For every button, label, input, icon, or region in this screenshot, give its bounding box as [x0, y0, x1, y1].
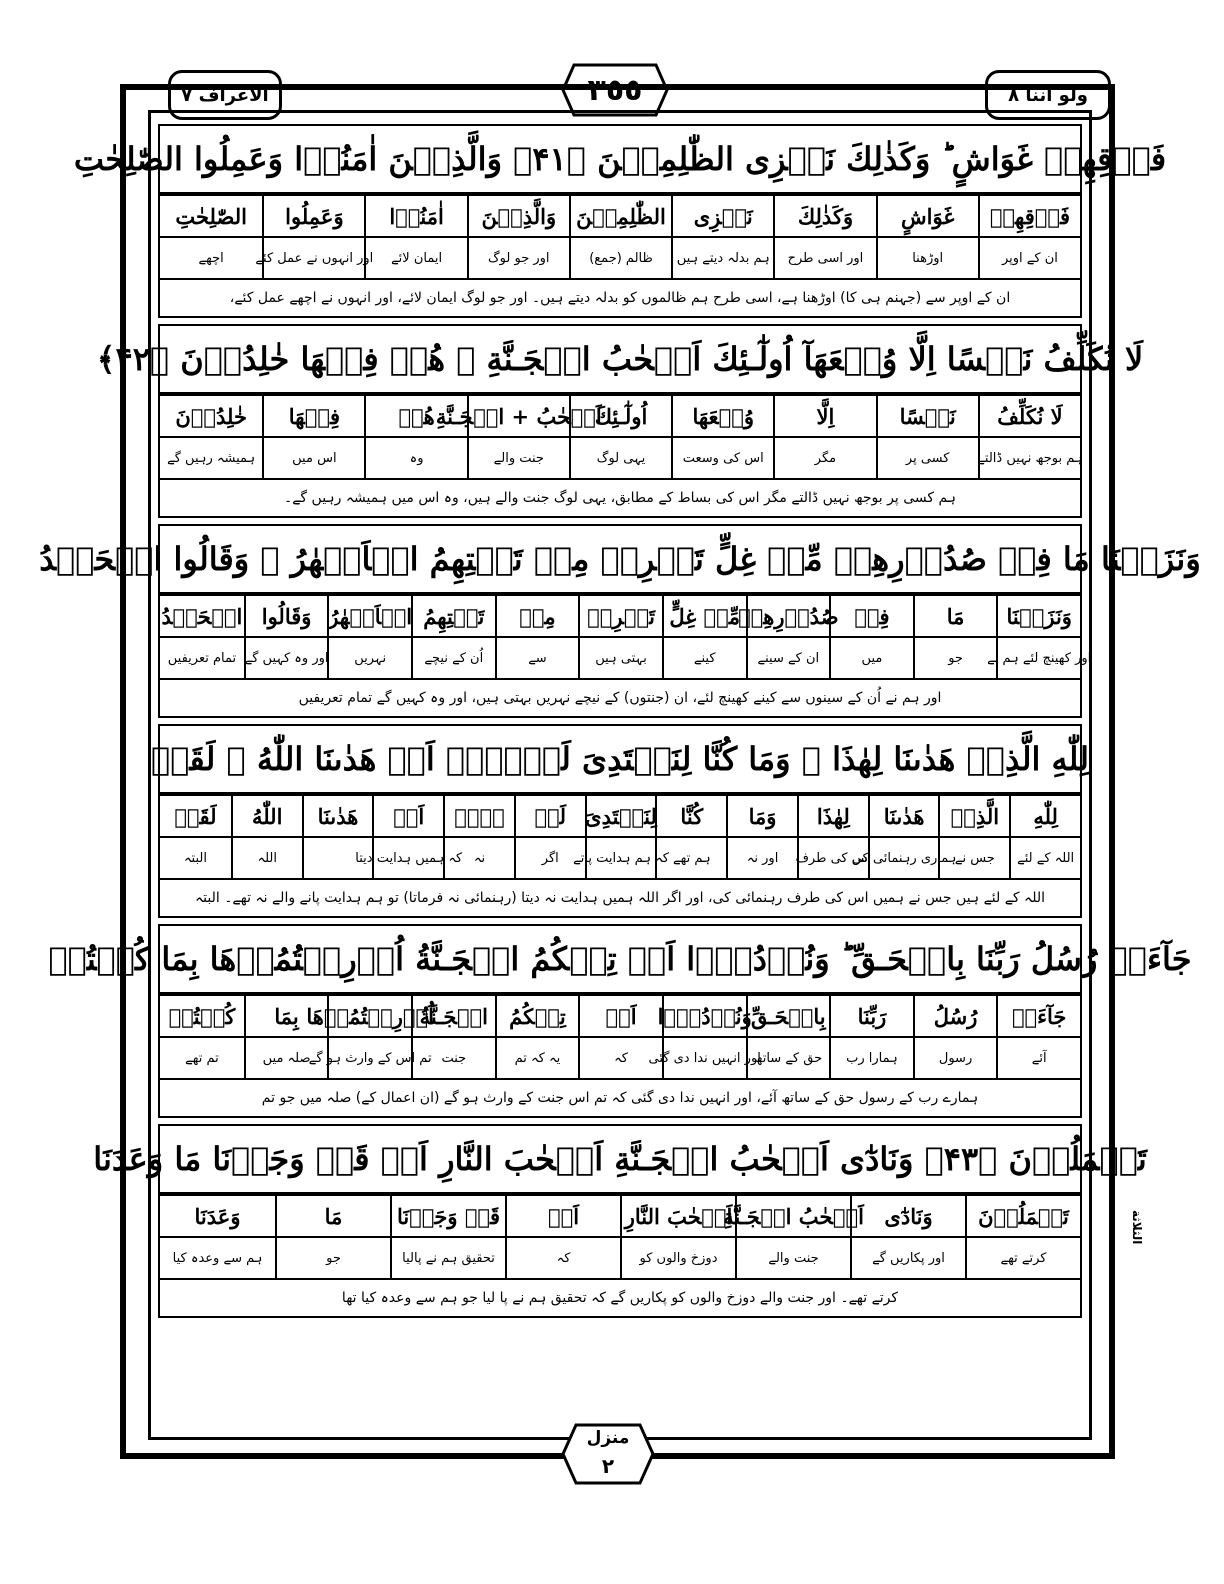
urdu-word-meaning: حق کے ساتھ: [746, 1038, 830, 1078]
urdu-word-meaning: اُن کے نیچے: [411, 638, 495, 678]
urdu-word-meaning: اللہ کے لئے: [1009, 838, 1080, 878]
urdu-word-meaning: اور انہوں نے عمل کئے: [262, 238, 364, 278]
urdu-word-meaning: اللہ: [231, 838, 302, 878]
urdu-word-meaning: نہ: [443, 838, 514, 878]
urdu-word-meaning: ہم سے وعدہ کیا: [172, 1250, 263, 1266]
arabic-word: لِهٰذَا: [797, 796, 868, 836]
urdu-word-meaning: تم تھے: [185, 1050, 219, 1066]
urdu-translation: اور ہم نے اُن کے سینوں سے کینے کھینچ لئے، ان (جنتوں) کے نیچے نہریں بہتی ہیں، اور وہ کہیں گے تمام تعریفیں: [158, 680, 1082, 718]
surah-label: الاعراف ٧: [181, 84, 269, 106]
urdu-word-meaning: [302, 838, 373, 878]
word-grid-arabic: [158, 994, 1082, 1038]
arabic-word: بِمَا: [244, 996, 328, 1036]
urdu-word-meaning: کرتے تھے: [965, 1238, 1080, 1278]
arabic-word: اَصۡحٰبَ النَّارِ: [620, 1196, 735, 1236]
urdu-word-meaning: جنت والے: [467, 438, 569, 478]
urdu-word-meaning: میں: [829, 638, 913, 678]
urdu-word-meaning: اس کی وسعت: [671, 438, 773, 478]
verse-block: [39, 524, 1201, 718]
urdu-word-meaning: کسی پر: [876, 438, 978, 478]
urdu-word-meaning: اس کی طرف: [797, 838, 868, 878]
arabic-verse: فَوۡقِهِمۡ غَوَاشٍ ؕ وَكَذٰلِكَ نَجۡزِى الظّٰلِمِيۡنَ ﴿۴۱﴾ وَالَّذِيۡنَ اٰمَنُوۡا وَعَمِلُوا الصّٰلِحٰتِ: [158, 124, 1082, 194]
arabic-word: جَآءَتۡ: [996, 996, 1080, 1036]
word-grid-arabic: [158, 194, 1082, 238]
urdu-word-meaning: اچھے: [198, 250, 224, 266]
word-grid-arabic: [158, 1194, 1082, 1238]
arabic-verse: جَآءَتۡ رُسُلُ رَبِّنَا بِالۡحَـقِّ ؕ وَنُوۡدُوۡۤا اَنۡ تِلۡكُمُ الۡجَـنَّةُ اُوۡرِثۡتُمُوۡهَا بِمَا كُنۡتُمۡ: [158, 924, 1082, 994]
urdu-word-meaning: بہتی ہیں: [578, 638, 662, 678]
urdu-word-meaning: ہمارا رب: [829, 1038, 913, 1078]
urdu-word-meaning: اور جو لوگ: [467, 238, 569, 278]
urdu-word-meaning: کینے: [662, 638, 746, 678]
arabic-word: لَا نُكَلِّفُ: [978, 396, 1080, 436]
urdu-word-meaning: کہ: [505, 1238, 620, 1278]
arabic-word: وَنُوۡدُوۡۤا: [662, 996, 746, 1036]
arabic-word: خٰلِدُوۡنَ: [175, 403, 247, 429]
urdu-word-meaning: تحقیق ہم نے پالیا: [390, 1238, 505, 1278]
verse-block: [150, 724, 1090, 918]
urdu-word-meaning: کہ ہمیں ہدایت دیتا: [372, 838, 443, 878]
word-grid-urdu: [158, 838, 1082, 880]
urdu-word-meaning: ہم تھے: [655, 838, 726, 878]
arabic-word: اَصۡحٰبُ الۡجَـنَّةِ: [735, 1196, 850, 1236]
arabic-word: كُنۡتُمۡ: [168, 1003, 236, 1029]
arabic-word: فِىۡ: [829, 596, 913, 636]
arabic-word: وُسۡعَهَا: [671, 396, 773, 436]
word-grid-urdu: [158, 638, 1092, 680]
arabic-word: قَدۡ وَجَدۡنَا: [390, 1196, 505, 1236]
arabic-word: تَجۡرِىۡ: [578, 596, 662, 636]
arabic-word: اَنۡ: [578, 996, 662, 1036]
manzil-number: ٢: [601, 1454, 615, 1478]
arabic-word: فَوۡقِهِمۡ: [978, 196, 1080, 236]
page-number: ٣٥٥: [587, 72, 643, 108]
arabic-word: غَوَاشٍ: [876, 196, 978, 236]
urdu-translation: ان کے اوپر سے (جہنم ہی کا) اوڑھنا ہے، اسی طرح ہم ظالموں کو بدلہ دیتے ہیں۔ اور جو لوگ ایمان لائے، اور انہوں نے اچھے عمل کئے،: [158, 280, 1082, 318]
verse-block: [73, 124, 1167, 318]
verse-block: [96, 324, 1144, 518]
arabic-word: لِلّٰهِ: [1009, 796, 1080, 836]
urdu-word-meaning: آئے: [996, 1038, 1080, 1078]
arabic-word: نَفۡسًا: [876, 396, 978, 436]
arabic-word: تَعۡمَلُوۡنَ: [965, 1196, 1080, 1236]
urdu-word-meaning: دوزخ والوں کو: [620, 1238, 735, 1278]
urdu-word-meaning: کہ: [578, 1038, 662, 1078]
verse-block: [48, 924, 1192, 1118]
urdu-translation: اللہ کے لئے ہیں جس نے ہمیں اس کی طرف رہنمائی کی، اور اگر اللہ ہمیں ہدایت نہ دیتا (رہنمائی نہ فرماتا) تو ہم ہدایت پانے والے نہ تھے۔ البتہ: [158, 880, 1082, 918]
word-grid-arabic: [158, 794, 1082, 838]
arabic-word: الَّذِىۡ: [938, 796, 1009, 836]
arabic-word: تِلۡكُمُ: [495, 996, 579, 1036]
arabic-word: اَصۡحٰبُ + الۡجَـنَّةِ: [467, 396, 569, 436]
urdu-word-meaning: ایمان لائے: [364, 238, 466, 278]
side-marker: الثلاثة: [1130, 1210, 1144, 1245]
arabic-word: لَوۡ: [514, 796, 585, 836]
arabic-word: كُنَّا: [655, 796, 726, 836]
urdu-word-meaning: سے: [495, 638, 579, 678]
urdu-word-meaning: یہ کہ تم: [495, 1038, 579, 1078]
word-grid-arabic: [158, 594, 1082, 638]
urdu-word-meaning: اور انہیں ندا دی گئی: [662, 1038, 746, 1078]
arabic-word: الظّٰلِمِيۡنَ: [569, 196, 671, 236]
arabic-word: بِالۡحَـقِّ: [746, 996, 830, 1036]
urdu-word-meaning: اور پکاریں گے: [850, 1238, 965, 1278]
urdu-translation: کرتے تھے۔ اور جنت والے دوزخ والوں کو پکاریں گے کہ تحقیق ہم نے پا لیا جو ہم سے وعدہ کیا تھا: [158, 1280, 1082, 1318]
juz-label: ولو اننا ٨: [1008, 84, 1088, 106]
arabic-word: اَنۡ: [372, 796, 443, 836]
arabic-word: مِنۡ: [495, 596, 579, 636]
arabic-verse: وَنَزَعۡنَا مَا فِىۡ صُدُوۡرِهِمۡ مِّنۡ غِلٍّ تَجۡرِىۡ مِنۡ تَحۡتِهِمُ الۡاَنۡهٰرُ ۚ وَقَالُوا الۡحَمۡدُ: [158, 524, 1082, 594]
urdu-word-meaning: اور اسی طرح: [773, 238, 875, 278]
arabic-word: الۡاَنۡهٰرُ: [327, 596, 411, 636]
urdu-word-meaning: ہم بدلہ دیتے ہیں: [671, 238, 773, 278]
urdu-word-meaning: ہمیشہ رہیں گے: [167, 450, 256, 466]
arabic-word: اُولٰٓـئِكَ: [569, 396, 671, 436]
urdu-word-meaning: ہم بوجھ نہیں ڈالتے: [978, 438, 1080, 478]
arabic-word: هَدٰٮنَا: [302, 796, 373, 836]
urdu-word-meaning: تم اس کے وارث ہو گے: [327, 1038, 411, 1078]
urdu-word-meaning: کہ ہم ہدایت پاتے: [585, 838, 656, 878]
urdu-word-meaning: تمام تعریفیں: [167, 650, 237, 666]
arabic-verse: لَا نُكَلِّفُ نَفۡسًا اِلَّا وُسۡعَهَآ اُولٰٓـئِكَ اَصۡحٰبُ الۡجَـنَّةِ ۚ هُمۡ فِيۡهَا خٰلِدُوۡنَ ﴿۴۲﴾: [158, 324, 1082, 394]
word-grid-arabic: [158, 394, 1082, 438]
arabic-word: هَدٰٮنَا: [868, 796, 939, 836]
urdu-word-meaning: اوڑھنا: [876, 238, 978, 278]
urdu-word-meaning: مگر: [773, 438, 875, 478]
arabic-word: اٰمَنُوۡا: [364, 196, 466, 236]
urdu-word-meaning: رسول: [913, 1038, 997, 1078]
urdu-word-meaning: ہماری رہنمائی کی: [868, 838, 939, 878]
word-grid-urdu: [158, 238, 1082, 280]
urdu-word-meaning: وہ: [364, 438, 466, 478]
arabic-word: اِلَّا: [773, 396, 875, 436]
arabic-word: هُمۡ: [364, 396, 466, 436]
urdu-translation: ہم کسی پر بوجھ نہیں ڈالتے مگر اس کی بساط کے مطابق، یہی لوگ جنت والے ہیں، وہ اس میں ہمیشہ رہیں گے۔: [158, 480, 1082, 518]
arabic-word: وَنَزَعۡنَا: [996, 596, 1080, 636]
word-grid-urdu: [158, 1238, 1082, 1280]
arabic-word: اَنۡ: [505, 1196, 620, 1236]
urdu-word-meaning: البتہ: [183, 850, 207, 866]
arabic-word: وَمَا: [726, 796, 797, 836]
urdu-word-meaning: یہی لوگ: [569, 438, 671, 478]
urdu-word-meaning: ان کے اوپر: [978, 238, 1080, 278]
manzil-label: منزل: [586, 1428, 630, 1448]
arabic-verse: لِلّٰهِ الَّذِىۡ هَدٰٮنَا لِهٰذَا ۚ وَمَا كُنَّا لِنَهۡتَدِىَ لَوۡلَاۤ اَنۡ هَدٰٮنَا اللّٰهُ ۚ لَقَدۡ: [158, 724, 1082, 794]
arabic-word: مِّنۡ غِلٍّ: [662, 596, 746, 636]
arabic-word: اُوۡرِثۡتُمُوۡهَا: [327, 996, 411, 1036]
arabic-word: صُدُوۡرِهِمۡ: [746, 596, 830, 636]
urdu-word-meaning: اگر: [514, 838, 585, 878]
arabic-verse: تَعۡمَلُوۡنَ ﴿۴۳﴾ وَنَادٰٓى اَصۡحٰبُ الۡجَـنَّةِ اَصۡحٰبَ النَّارِ اَنۡ قَدۡ وَجَدۡنَا مَا وَعَدَنَا: [158, 1124, 1082, 1194]
arabic-word: مَا: [275, 1196, 390, 1236]
arabic-word: فِيۡهَا: [262, 396, 364, 436]
arabic-word: الۡجَـنَّةُ: [411, 996, 495, 1036]
urdu-word-meaning: صلہ میں: [244, 1038, 328, 1078]
urdu-word-meaning: اور نہ: [726, 838, 797, 878]
arabic-word: وَكَذٰلِكَ: [773, 196, 875, 236]
arabic-word: اللّٰهُ: [231, 796, 302, 836]
arabic-word: وَقَالُوا: [244, 596, 328, 636]
word-grid-urdu: [158, 1038, 1082, 1080]
urdu-word-meaning: جو: [913, 638, 997, 678]
urdu-word-meaning: اور وہ کہیں گے: [244, 638, 328, 678]
arabic-word: رُسُلُ: [913, 996, 997, 1036]
urdu-word-meaning: جنت: [411, 1038, 495, 1078]
arabic-word: لَقَدۡ: [174, 803, 217, 829]
arabic-word: رَبِّنَا: [829, 996, 913, 1036]
arabic-word: لِنَهۡتَدِىَ: [585, 796, 656, 836]
urdu-word-meaning: جنت والے: [735, 1238, 850, 1278]
urdu-word-meaning: ان کے سینے: [746, 638, 830, 678]
arabic-word: مَا: [913, 596, 997, 636]
arabic-word: تَحۡتِهِمُ: [411, 596, 495, 636]
urdu-word-meaning: جس نے: [938, 838, 1009, 878]
arabic-word: وَنَادٰٓى: [850, 1196, 965, 1236]
arabic-word: الصّٰلِحٰتِ: [175, 203, 247, 229]
urdu-word-meaning: جو: [275, 1238, 390, 1278]
arabic-word: وَعَمِلُوا: [262, 196, 364, 236]
urdu-word-meaning: اور کھینچ لئے ہم نے: [996, 638, 1080, 678]
arabic-word: وَالَّذِيۡنَ: [467, 196, 569, 236]
arabic-word: لَاۤ: [443, 796, 514, 836]
arabic-word: وَعَدَنَا: [194, 1203, 241, 1229]
urdu-translation: ہمارے رب کے رسول حق کے ساتھ آئے، اور انہیں ندا دی گئی کہ تم اس جنت کے وارث ہو گے (ان اعمال کے) صلہ میں جو تم: [158, 1080, 1082, 1118]
word-grid-urdu: [158, 438, 1082, 480]
urdu-word-meaning: نہریں: [327, 638, 411, 678]
arabic-word: نَجۡزِى: [671, 196, 773, 236]
urdu-word-meaning: ظالم (جمع): [569, 238, 671, 278]
manzil-badge: [560, 1422, 656, 1486]
arabic-word: الۡحَمۡدُ: [161, 603, 243, 629]
urdu-word-meaning: اس میں: [262, 438, 364, 478]
